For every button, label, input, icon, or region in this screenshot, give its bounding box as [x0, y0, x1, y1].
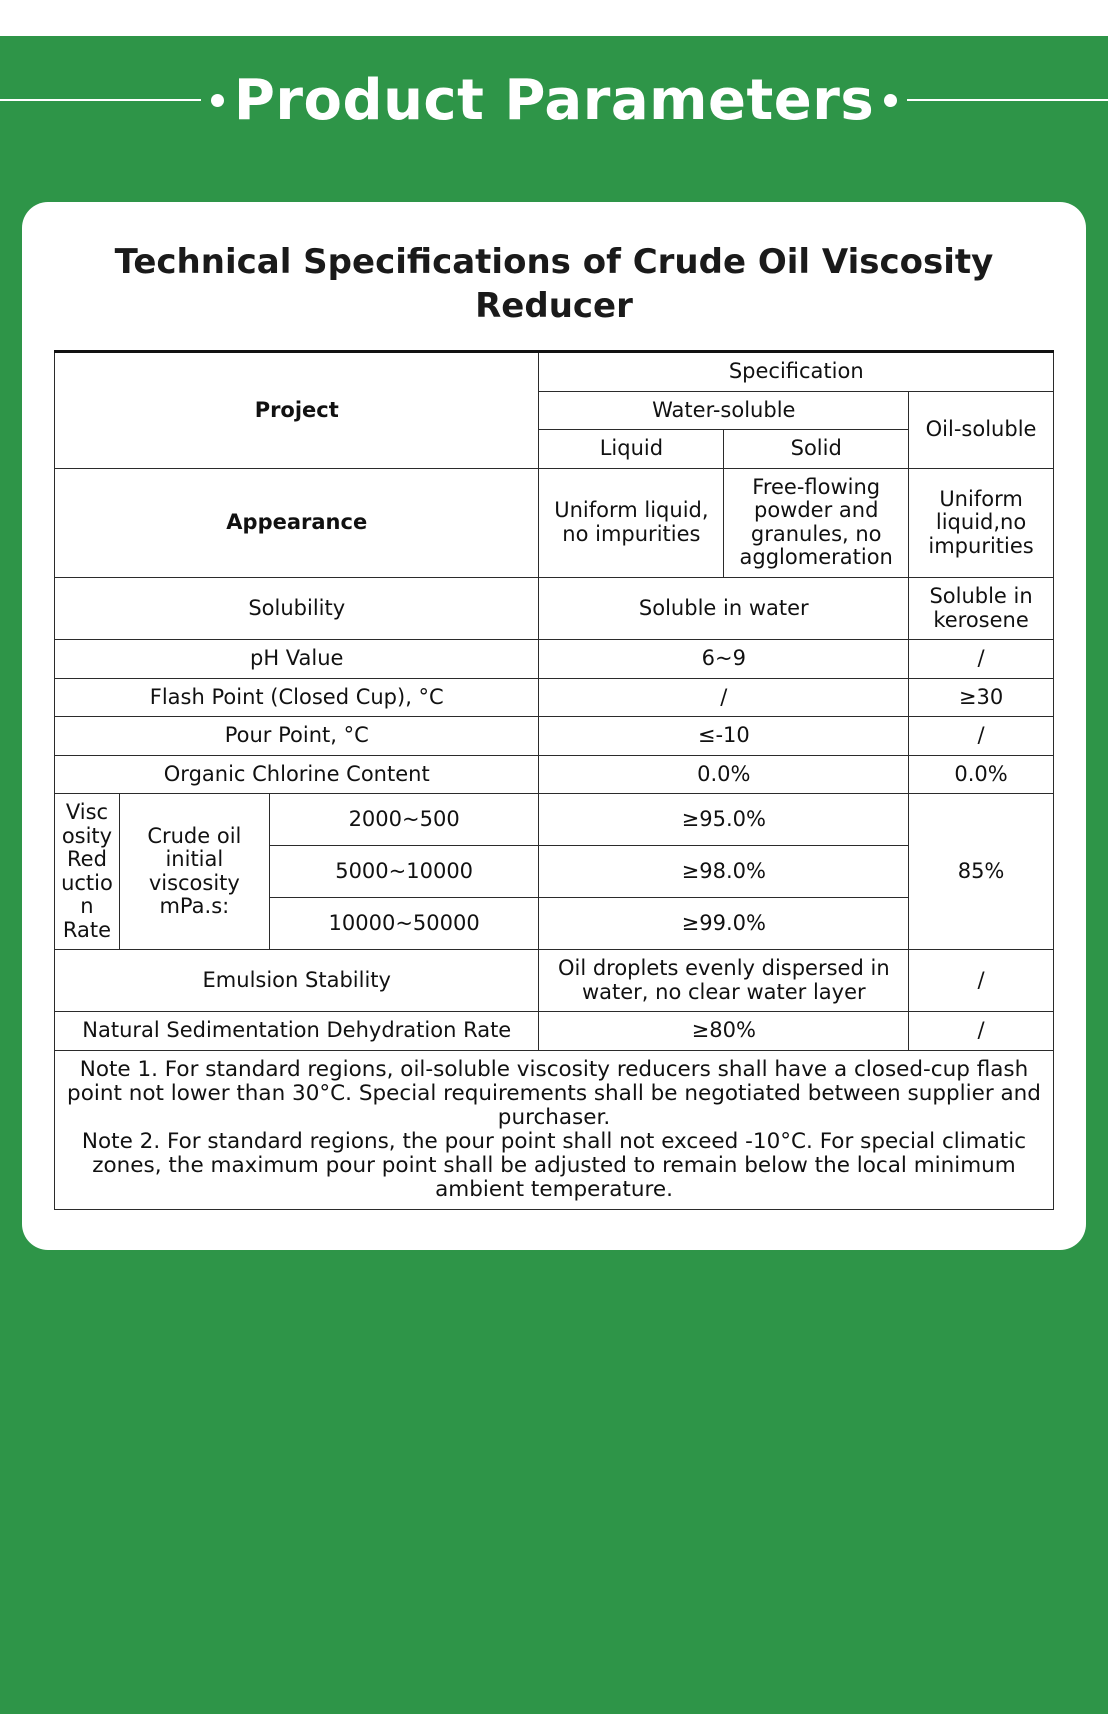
banner-line-right [907, 99, 1108, 101]
row-sublabel-crude-oil-initial-viscosity: Crude oil initial viscosity mPa.s: [119, 794, 269, 950]
cell-solubility-water: Soluble in water [539, 577, 909, 639]
cell-appearance-oil: Uniform liquid,no impurities [909, 468, 1054, 577]
cell-pour-point-water: ≤-10 [539, 717, 909, 756]
row-label-organic-chlorine: Organic Chlorine Content [55, 755, 539, 794]
row-label-solubility: Solubility [55, 577, 539, 639]
table-row-solubility [55, 577, 1054, 639]
row-label-viscosity-reduction-rate: Viscosity Reduction Rate [55, 794, 120, 950]
cell-pour-point-oil: / [909, 717, 1054, 756]
cell-ph-water: 6~9 [539, 640, 909, 679]
cell-viscosity-value-1: ≥95.0% [539, 794, 909, 846]
green-background-panel [0, 36, 1108, 1714]
table-row-ph-value [55, 640, 1054, 679]
table-row-appearance [55, 468, 1054, 577]
cell-appearance-solid: Free-flowing powder and granules, no agglomeration [724, 468, 909, 577]
header-specification: Specification [539, 352, 1054, 392]
header-oil-soluble: Oil-soluble [909, 391, 1054, 468]
cell-organic-chlorine-oil: 0.0% [909, 755, 1054, 794]
row-label-flash-point: Flash Point (Closed Cup), °C [55, 678, 539, 717]
page-title: Product Parameters [233, 67, 875, 133]
table-row-organic-chlorine [55, 755, 1054, 794]
cell-viscosity-value-3: ≥99.0% [539, 898, 909, 950]
cell-viscosity-oil-value: 85% [909, 794, 1054, 950]
header-liquid: Liquid [539, 430, 724, 469]
row-label-natural-sedimentation: Natural Sedimentation Dehydration Rate [55, 1012, 539, 1051]
card-title: Technical Specifications of Crude Oil Viscosity Reducer [114, 242, 994, 327]
cell-viscosity-value-2: ≥98.0% [539, 846, 909, 898]
table-row-flash-point [55, 678, 1054, 717]
row-label-pour-point: Pour Point, °C [55, 717, 539, 756]
cell-natural-sedimentation-oil: / [909, 1012, 1054, 1051]
banner-line-left [0, 99, 201, 101]
cell-emulsion-stability-water: Oil droplets evenly dispersed in water, no clear water layer [539, 950, 909, 1012]
table-row-notes [55, 1050, 1054, 1209]
notes-block [55, 1050, 1054, 1209]
table-row-natural-sedimentation [55, 1012, 1054, 1051]
table-header-row-1 [55, 352, 1054, 392]
header-solid: Solid [724, 430, 909, 469]
cell-viscosity-range-1: 2000~500 [269, 794, 539, 846]
header-project: Project [55, 352, 539, 469]
cell-ph-oil: / [909, 640, 1054, 679]
cell-appearance-liquid: Uniform liquid, no impurities [539, 468, 724, 577]
specifications-table [54, 350, 1054, 1210]
cell-viscosity-range-2: 5000~10000 [269, 846, 539, 898]
spec-card [22, 202, 1086, 1250]
cell-solubility-oil: Soluble in kerosene [909, 577, 1054, 639]
table-row-emulsion-stability [55, 950, 1054, 1012]
cell-natural-sedimentation-water: ≥80% [539, 1012, 909, 1051]
header-water-soluble: Water-soluble [539, 391, 909, 430]
table-row-viscosity-1 [55, 794, 1054, 846]
cell-emulsion-stability-oil: / [909, 950, 1054, 1012]
section-banner [0, 36, 1108, 164]
table-row-pour-point [55, 717, 1054, 756]
banner-dot-right-icon [884, 94, 897, 107]
note-1: Note 1. For standard regions, oil-soluble viscosity reducers shall have a closed-cup flash point not lower than 30°C. Special requirements shall be negotiated between supplier and purchaser. [67, 1056, 1041, 1130]
cell-viscosity-range-3: 10000~50000 [269, 898, 539, 950]
banner-dot-left-icon [211, 94, 224, 107]
note-2: Note 2. For standard regions, the pour point shall not exceed -10°C. For special climatic zones, the maximum pour point shall be adjusted to remain below the local minimum ambient temperature. [81, 1128, 1027, 1203]
cell-flash-point-water: / [539, 678, 909, 717]
row-label-ph-value: pH Value [55, 640, 539, 679]
cell-flash-point-oil: ≥30 [909, 678, 1054, 717]
row-label-emulsion-stability: Emulsion Stability [55, 950, 539, 1012]
cell-organic-chlorine-water: 0.0% [539, 755, 909, 794]
row-label-appearance: Appearance [55, 468, 539, 577]
top-white-strip [0, 0, 1108, 36]
